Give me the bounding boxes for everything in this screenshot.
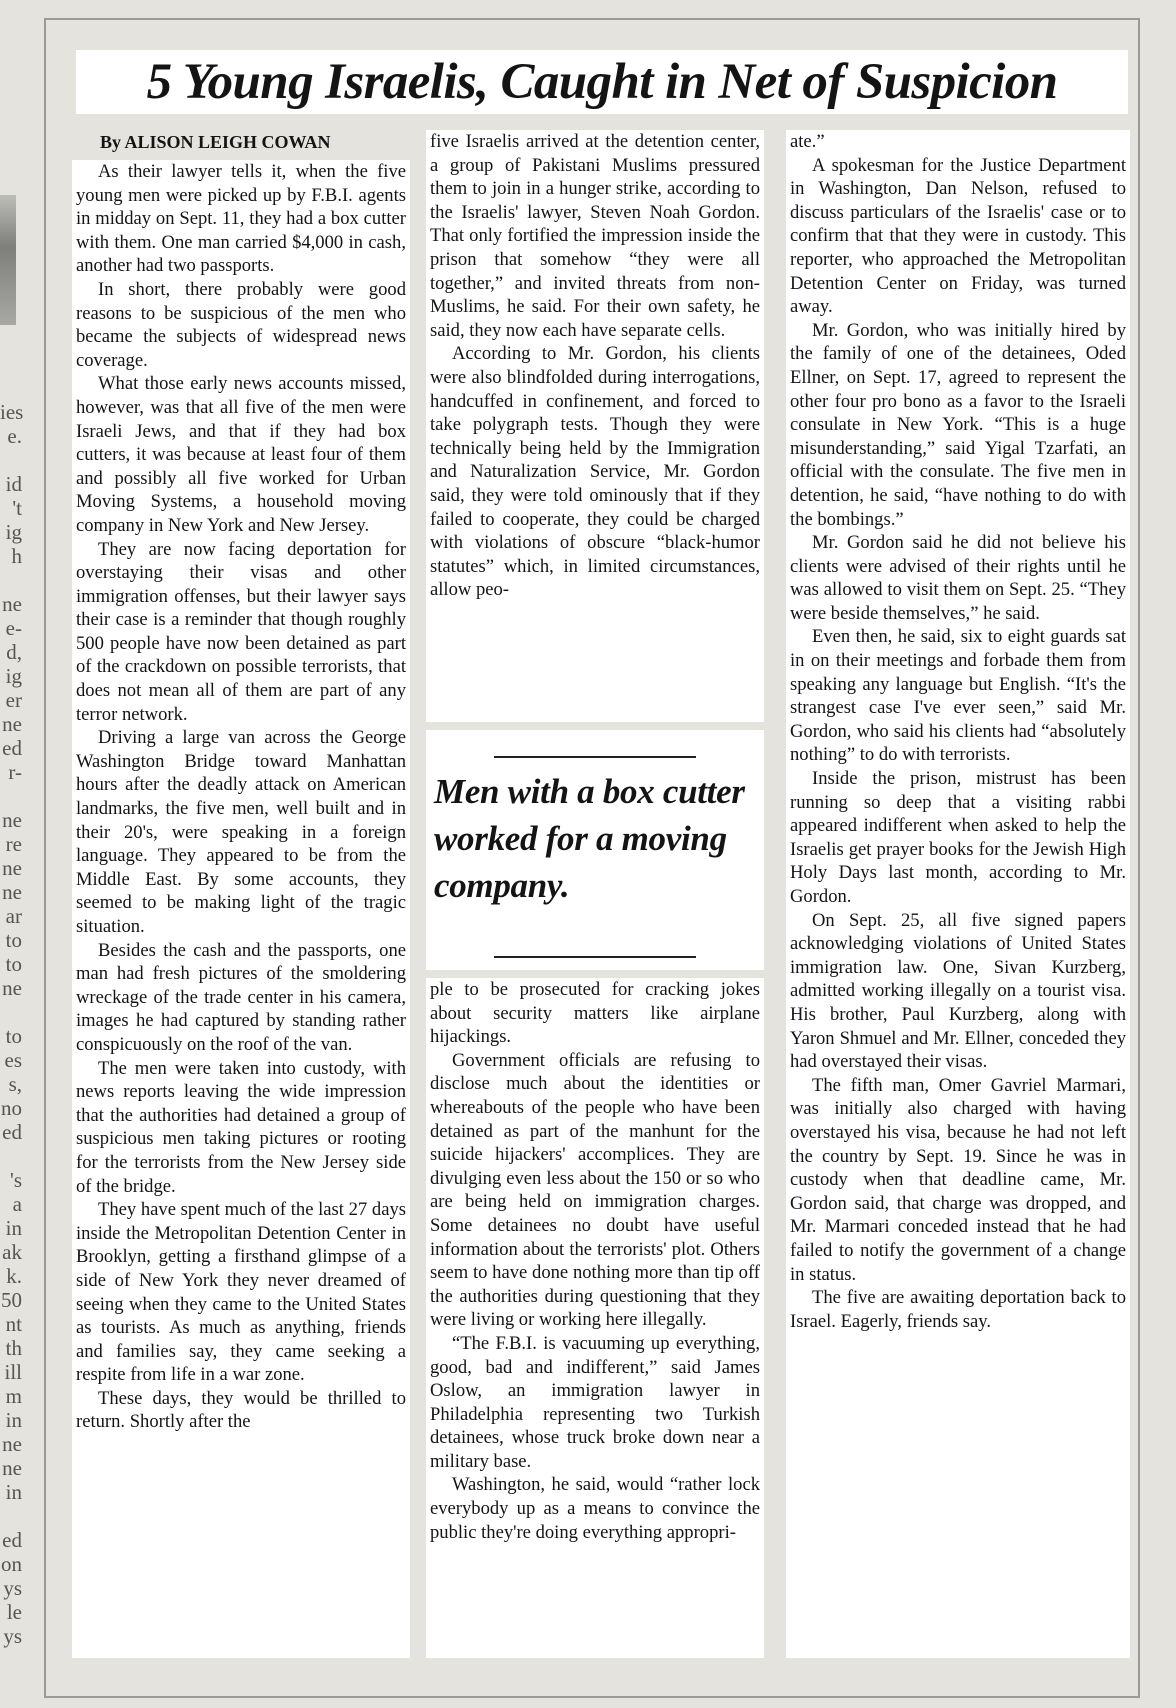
article-paragraph: These days, they would be thrilled to return. Shortly after the — [76, 1387, 406, 1433]
article-column-2-bottom — [426, 978, 764, 1658]
article-paragraph: On Sept. 25, all five signed papers acknowledging violations of United States immigration law. One, Sivan Kurzberg, admitted working illegally on a tourist visa. His brother, Paul Kurzberg, along with Yaron Shmuel and Mr. Ellner, conceded they had overstayed their visas. — [790, 909, 1126, 1073]
article-paragraph: Mr. Gordon, who was initially hired by the family of one of the detainees, Oded Ellner, on Sept. 17, agreed to represent the other four pro bono as a favor to the Israeli consulate in New York. “This is a huge misunderstanding,” said Yigal Tzarfati, an official with the consulate. The five men in detention, he said, “have nothing to do with the bombings.” — [790, 319, 1126, 530]
article-paragraph: five Israelis arrived at the detention center, a group of Pakistani Muslims pressured them to join in a hunger strike, according to the Israelis' lawyer, Steven Noah Gordon. That only fortified the impression inside the prison that somehow “they were all together,” and invited threats from non-Muslims, he said. For their own safety, he said, they now each have separate cells. — [430, 131, 760, 341]
article-paragraph: Besides the cash and the passports, one man had fresh pictures of the smoldering wreckage of the trade center in his camera, images he had captured by standing rather conspicuously on the roof of the van. — [76, 939, 406, 1055]
article-paragraph: What those early news accounts missed, however, was that all five of the men were Israeli Jews, and that if they had box cutters, it was because at least four of them and possibly all five worked for Urban Moving Systems, a household moving company in New York and New Jersey. — [76, 373, 406, 536]
article-column-1 — [72, 160, 410, 1658]
article-paragraph: Washington, he said, would “rather lock everybody up as a means to convince the public they're doing everything appropri- — [430, 1474, 760, 1543]
article-paragraph: The fifth man, Omer Gavriel Marmari, was initially also charged with having overstayed his visa, because he had not left the country by Sept. 19. Since he was in custody when that deadline came, Mr. Gordon said, that charge was dropped, and Mr. Marmari conceded instead that he had failed to notify the government of a change in status. — [790, 1074, 1126, 1285]
article-paragraph: Government officials are refusing to disclose much about the identities or whereabouts of the people who have been detained as part of the manhunt for the suicide hijackers' accomplices. They are divulging even less about the 150 or so who are being held on immigration charges. Some detainees no doubt have useful information about the terrorists' plot. Others seem to have done nothing more than tip off the authorities during questioning that they were living or working here illegally. — [430, 1049, 760, 1331]
article-paragraph: “The F.B.I. is vacuuming up everything, good, bad and indifferent,” said James Oslow, an immigration lawyer in Philadelphia representing two Turkish detainees, whose truck broke down near a military base. — [430, 1332, 760, 1472]
article-paragraph: Even then, he said, six to eight guards sat in on their meetings and forbade them from speaking any language but English. “It's the strangest case I've ever seen,” said Mr. Gordon, who said his clients had “absolutely nothing” to do with terrorists. — [790, 626, 1126, 766]
article-column-3 — [786, 130, 1130, 1658]
article-paragraph: ate.” — [790, 131, 825, 152]
adjacent-article-bleed-text: ies e. id 't ig h ne e- d, ig er ne ed r- ne re ne ne ar to to ne to es s, no ed 's a in ak k. 50 nt th ill m in ne ne in ed on ys le ys — [0, 400, 24, 1648]
article-paragraph: According to Mr. Gordon, his clients were also blindfolded during interrogations, handcuffed in confinement, and forced to take polygraph tests. Though they were technically being held by the Immigration and Naturalization Service, Mr. Gordon said, they were told ominously that if they failed to cooperate, they could be charged with violations of obscure “black-humor statutes” which, in limited circumstances, allow peo- — [430, 343, 760, 601]
article-paragraph: Driving a large van across the George Washington Bridge toward Manhattan hours after the deadly attack on American landmarks, the five men, well built and in their 20's, were speaking in a foreign language. They appeared to be from the Middle East. By some accounts, they seemed to be making light of the tragic situation. — [76, 727, 406, 937]
article-paragraph: As their lawyer tells it, when the five young men were picked up by F.B.I. agents in midday on Sept. 11, they had a box cutter with them. One man carried $4,000 in cash, another had two passports. — [76, 161, 406, 277]
article-paragraph: The men were taken into custody, with news reports leaving the wide impression that the authorities had detained a group of suspicious men taking pictures or rooting for the terrorists from the New Jersey side of the bridge. — [76, 1057, 406, 1197]
byline: By ALISON LEIGH COWAN — [100, 132, 331, 152]
pull-quote-rule-top — [494, 756, 696, 758]
article-paragraph: In short, there probably were good reasons to be suspicious of the men who became the subjects of widespread news coverage. — [76, 278, 406, 371]
pull-quote-rule-bottom — [494, 956, 696, 958]
adjacent-article-photo-fragment — [0, 195, 16, 325]
article-paragraph: Inside the prison, mistrust has been running so deep that a visiting rabbi appeared indifferent when asked to help the Israelis get prayer books for the Jewish High Holy Days last month, according to Mr. Gordon. — [790, 768, 1126, 907]
article-paragraph: They have spent much of the last 27 days inside the Metropolitan Detention Center in Brooklyn, getting a firsthand glimpse of a side of New York they never dreamed of seeing when they came to the United States as tourists. As much as anything, friends and families say, they came seeking a respite from life in a war zone. — [76, 1199, 406, 1386]
article-paragraph: They are now facing deportation for overstaying their visas and other immigration offenses, but their lawyer says their case is a reminder that though roughly 500 people have now been detained as part of the crackdown on possible terrorists, that does not mean all of them are part of any terror network. — [76, 538, 406, 725]
headline: 5 Young Israelis, Caught in Net of Suspicion — [76, 50, 1128, 114]
article-paragraph: The five are awaiting deportation back to Israel. Eagerly, friends say. — [790, 1287, 1126, 1332]
pull-quote: Men with a box cutter worked for a moving company. — [434, 772, 745, 905]
article-column-2-top — [426, 130, 764, 722]
article-paragraph: Mr. Gordon said he did not believe his clients were advised of their rights until he was allowed to visit them on Sept. 25. “They were beside themselves,” he said. — [790, 532, 1126, 624]
article-paragraph: A spokesman for the Justice Department in Washington, Dan Nelson, refused to discuss particulars of the Israelis' case or to confirm that that they were in custody. This reporter, who approached the Metropolitan Detention Center on Friday, was turned away. — [790, 154, 1126, 318]
article-paragraph: ple to be prosecuted for cracking jokes about security matters like airplane hijackings. — [430, 979, 760, 1048]
pull-quote-box — [426, 730, 764, 970]
